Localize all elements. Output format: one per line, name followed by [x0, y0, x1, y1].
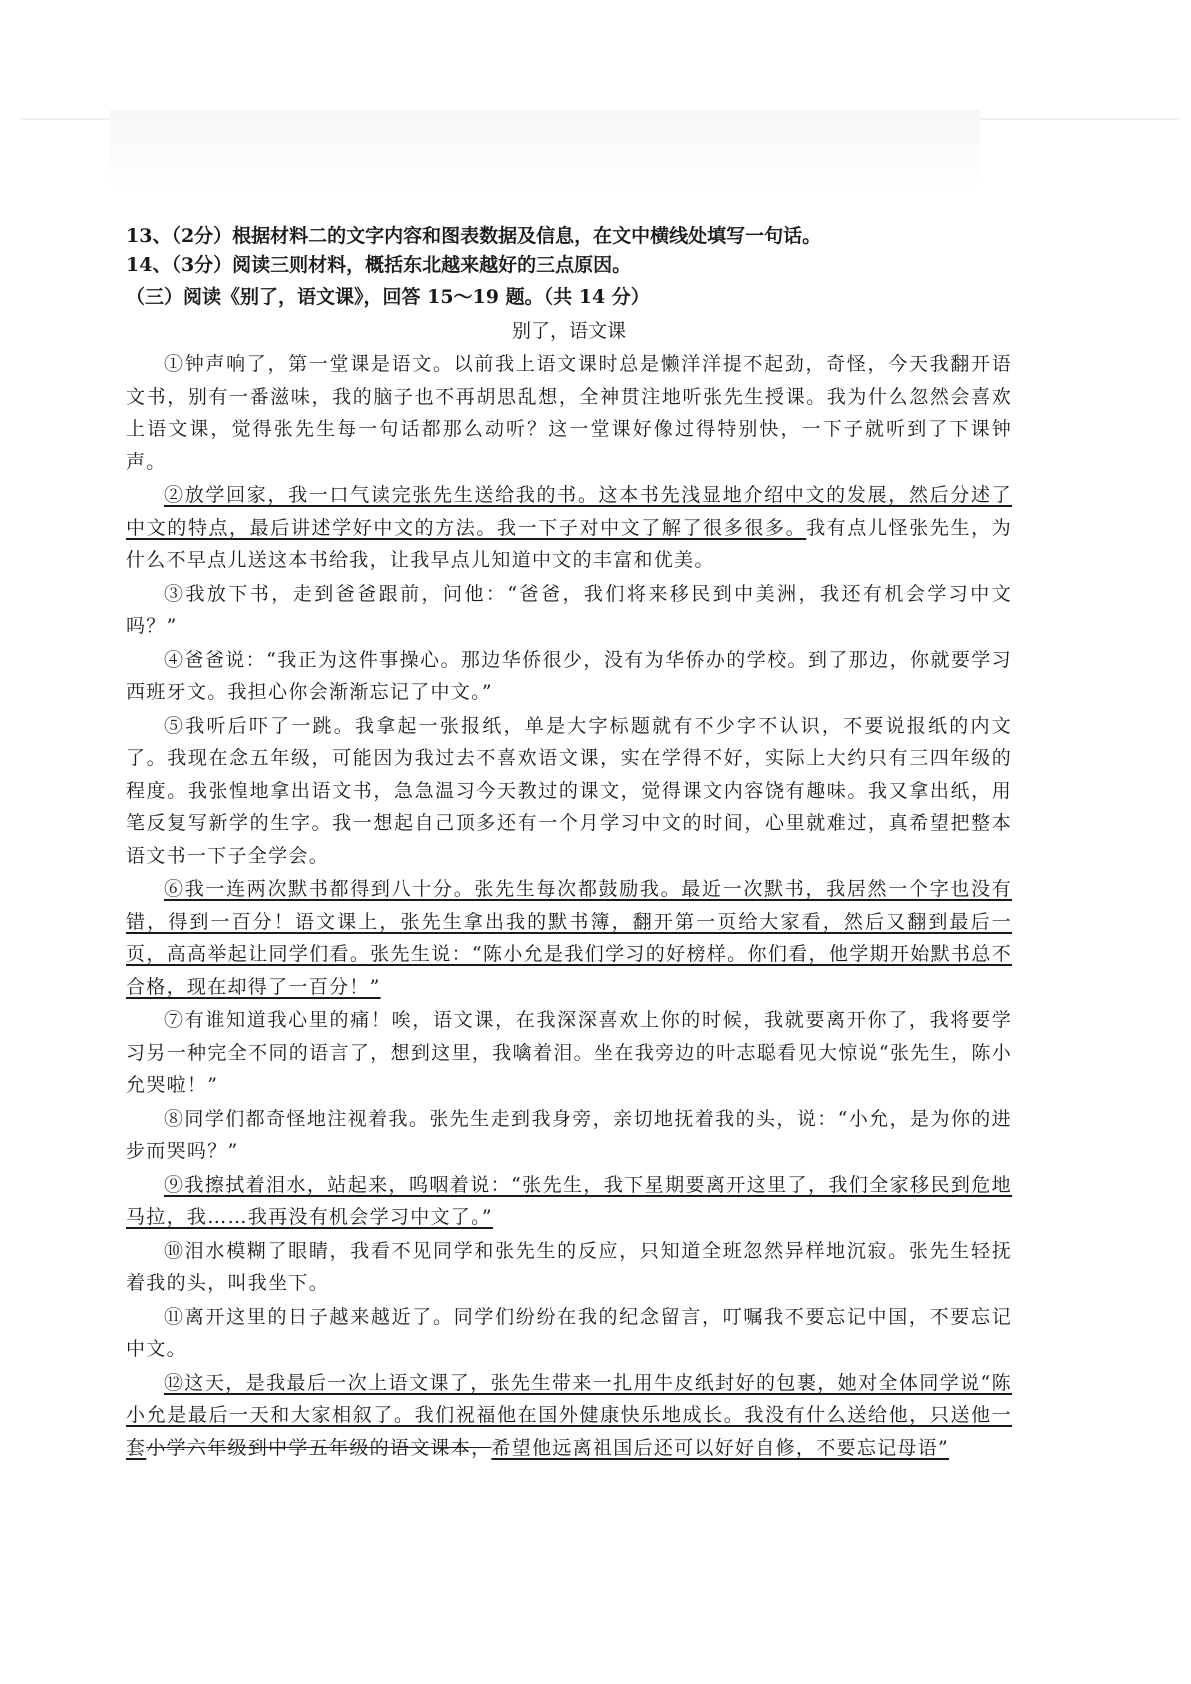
- paragraph-12-struck: 小学六年级到中学五年级的语文课本，: [146, 1436, 492, 1459]
- paragraph-10: ⑩泪水模糊了眼睛，我看不见同学和张先生的反应，只知道全班忽然异样地沉寂。张先生轻抚着我的头，叫我坐下。: [126, 1239, 1012, 1294]
- paragraph-9: [126, 1169, 1012, 1234]
- question-14: 14、（3分）阅读三则材料，概括东北越来越好的三点原因。: [126, 254, 632, 276]
- paragraph-4: ④爸爸说：“我正为这件事操心。那边华侨很少，没有为华侨办的学校。到了那边，你就要学习西班牙文。我担心你会渐渐忘记了中文。”: [126, 648, 1012, 703]
- paragraph-12-underlined: ⑫这天，是我最后一次上语文课了，张先生带来一扎用牛皮纸封好的包裹，她对全体同学说“陈小允是最后一天和大家相叙了。我们祝福他在国外健康快乐地成长。我没有什么送给他，只送他一套: [126, 1371, 1012, 1459]
- question-13: 13、（2分）根据材料二的文字内容和图表数据及信息，在文中横线处填写一句话。: [126, 225, 822, 247]
- paragraph-2-underlined: ②放学回家，我一口气读完张先生送给我的书。这本书先浅显地介绍中文的发展，然后分述了中文的特点，最后讲述学好中文的方法。我一下子对中文了解了很多很多。: [126, 484, 1012, 539]
- paragraph-12-rest: 希望他远离祖国后还可以好好自修，不要忘记母语”: [491, 1436, 950, 1459]
- paragraph-12: [126, 1367, 1012, 1465]
- article-title: 别了，语文课: [511, 320, 626, 342]
- paragraph-8: ⑧同学们都奇怪地注视着我。张先生走到我身旁，亲切地抚着我的头，说：“小允，是为你的进步而哭吗？”: [126, 1107, 1012, 1162]
- paragraph-6: [126, 873, 1012, 1003]
- section-heading: （三）阅读《别了，语文课》，回答 15～19 题。（共 14 分）: [126, 286, 650, 308]
- paragraph-5: ⑤我听后吓了一跳。我拿起一张报纸，单是大字标题就有不少字不认识，不要说报纸的内文了。我现在念五年级，可能因为我过去不喜欢语文课，实在学得不好，实际上大约只有三四年级的程度。我张惶地拿出语文书，急急温习今天教过的课文，觉得课文内容饶有趣味。我又拿出纸，用笔反复写新学的生字。我一想起自己顶多还有一个月学习中文的时间，心里就难过，真希望把整本语文书一下子全学会。: [126, 714, 1012, 867]
- paragraph-3: ③我放下书，走到爸爸跟前，问他：“爸爸，我们将来移民到中美洲，我还有机会学习中文吗？”: [126, 582, 1012, 637]
- paragraph-2: [126, 479, 1012, 577]
- paragraph-1: ①钟声响了，第一堂课是语文。以前我上语文课时总是懒洋洋提不起劲，奇怪，今天我翻开语文书，别有一番滋味，我的脑子也不再胡思乱想，全神贯注地听张先生授课。我为什么忽然会喜欢上语文课，觉得张先生每一句话都那么动听？这一堂课好像过得特别快，一下子就听到了下课钟声。: [126, 353, 1012, 473]
- paragraph-7: ⑦有谁知道我心里的痛！唉，语文课，在我深深喜欢上你的时候，我就要离开你了，我将要学习另一种完全不同的语言了，想到这里，我噙着泪。坐在我旁边的叶志聪看见大惊说“张先生，陈小允哭啦！”: [126, 1009, 1012, 1096]
- exam-page: [126, 222, 1012, 1465]
- paragraph-11: ⑪离开这里的日子越来越近了。同学们纷纷在我的纪念留言，叮嘱我不要忘记中国，不要忘记中文。: [126, 1305, 1012, 1360]
- paragraph-6-underlined: ⑥我一连两次默书都得到八十分。张先生每次都鼓励我。最近一次默书，我居然一个字也没有错，得到一百分！语文课上，张先生拿出我的默书簿，翻开第一页给大家看，然后又翻到最后一页，高高举起让同学们看。张先生说：“陈小允是我们学习的好榜样。你们看，他学期开始默书总不合格，现在却得了一百分！”: [126, 878, 1012, 998]
- scan-shade: [110, 110, 980, 190]
- paragraph-2-rest: 我有点儿怪张先生，为什么不早点儿送这本书给我，让我早点儿知道中文的丰富和优美。: [126, 516, 1012, 571]
- paragraph-9-underlined: ⑨我擦拭着泪水，站起来，呜咽着说：“张先生，我下星期要离开这里了，我们全家移民到危地马拉，我……我再没有机会学习中文了。”: [126, 1173, 1012, 1228]
